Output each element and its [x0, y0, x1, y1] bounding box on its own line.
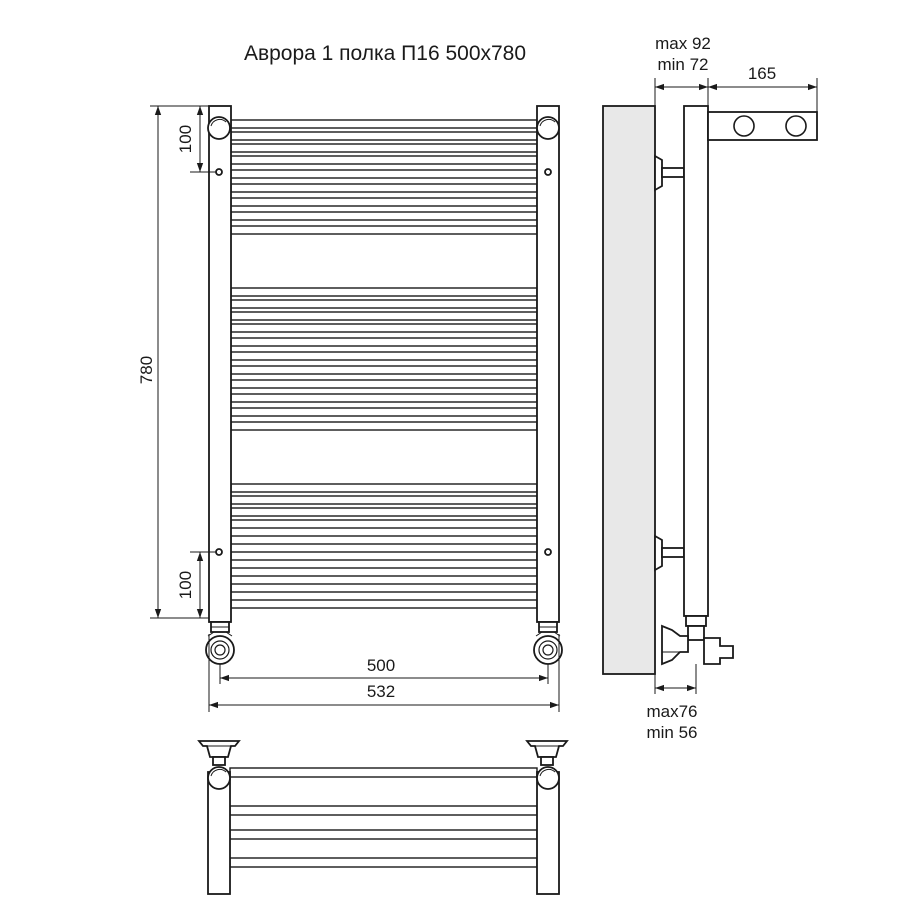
side-bottom-bracket [655, 536, 684, 570]
dim-width-inner-label: 500 [366, 656, 396, 675]
front-crossbar [231, 536, 537, 544]
side-view [603, 34, 817, 742]
front-crossbar [231, 496, 537, 504]
top-shelf-bar [230, 858, 537, 867]
front-crossbars [231, 120, 537, 608]
front-crossbar [231, 212, 537, 220]
dim-height-780 [137, 106, 209, 618]
side-shelf [708, 112, 817, 140]
dim-shelf-depth [708, 64, 817, 112]
dim-bottom-offset-label: 100 [176, 570, 195, 600]
top-right-upright [537, 772, 559, 894]
top-right-mount [527, 741, 567, 765]
front-crossbar [231, 226, 537, 234]
front-crossbar [231, 508, 537, 516]
dim-height-label: 780 [137, 355, 156, 385]
front-crossbar [231, 338, 537, 346]
front-crossbar [231, 394, 537, 402]
dim-valve-gap-max-label: max76 [646, 702, 698, 721]
dim-wall-gap-max-label: max 92 [655, 34, 711, 53]
front-crossbar [231, 584, 537, 592]
dim-wall-gap-min-label: min 72 [657, 55, 709, 74]
front-crossbar [231, 288, 537, 296]
top-shelf-bar [230, 830, 537, 839]
drawing-title: Аврора 1 полка П16 500x780 [243, 42, 527, 65]
dim-shelf-depth-label: 165 [747, 64, 777, 83]
top-shelf-bar [230, 768, 537, 777]
left-bottom-fitting [206, 622, 234, 664]
mount-hole-bottom-right [545, 549, 551, 555]
dim-top-offset-label: 100 [176, 124, 195, 154]
top-left-upright [208, 772, 230, 894]
top-left-mount [199, 741, 239, 765]
front-crossbar [231, 484, 537, 492]
front-crossbar [231, 184, 537, 192]
top-right-cap [537, 767, 559, 789]
front-crossbar [231, 568, 537, 576]
front-crossbar [231, 170, 537, 178]
top-shelf-bar [230, 806, 537, 815]
dim-width-500 [220, 656, 548, 684]
side-upright [684, 106, 708, 616]
mount-hole-top-right [545, 169, 551, 175]
front-crossbar [231, 144, 537, 152]
dim-wall-gap [655, 34, 711, 106]
front-crossbar [231, 422, 537, 430]
front-crossbar [231, 132, 537, 140]
front-crossbar [231, 324, 537, 332]
left-top-cap [208, 117, 230, 139]
front-crossbar [231, 366, 537, 374]
side-valve [662, 616, 733, 664]
front-crossbar [231, 198, 537, 206]
right-upright [537, 106, 559, 622]
right-bottom-fitting [534, 622, 562, 664]
front-crossbar [231, 312, 537, 320]
top-shelf-bars [230, 768, 537, 867]
left-upright [209, 106, 231, 622]
wall [603, 106, 655, 674]
front-crossbar [231, 120, 537, 128]
front-view [137, 106, 562, 712]
top-view [199, 741, 567, 894]
front-crossbar [231, 156, 537, 164]
dim-valve-gap-min-label: min 56 [646, 723, 698, 742]
dim-valve-gap [646, 664, 697, 742]
top-left-cap [208, 767, 230, 789]
mount-hole-bottom-left [216, 549, 222, 555]
front-crossbar [231, 520, 537, 528]
dim-width-outer-label: 532 [366, 682, 396, 701]
front-crossbar [231, 600, 537, 608]
right-top-cap [537, 117, 559, 139]
front-crossbar [231, 300, 537, 308]
front-crossbar [231, 408, 537, 416]
front-crossbar [231, 552, 537, 560]
side-top-bracket [655, 156, 684, 190]
front-crossbar [231, 352, 537, 360]
mount-hole-top-left [216, 169, 222, 175]
front-crossbar [231, 380, 537, 388]
